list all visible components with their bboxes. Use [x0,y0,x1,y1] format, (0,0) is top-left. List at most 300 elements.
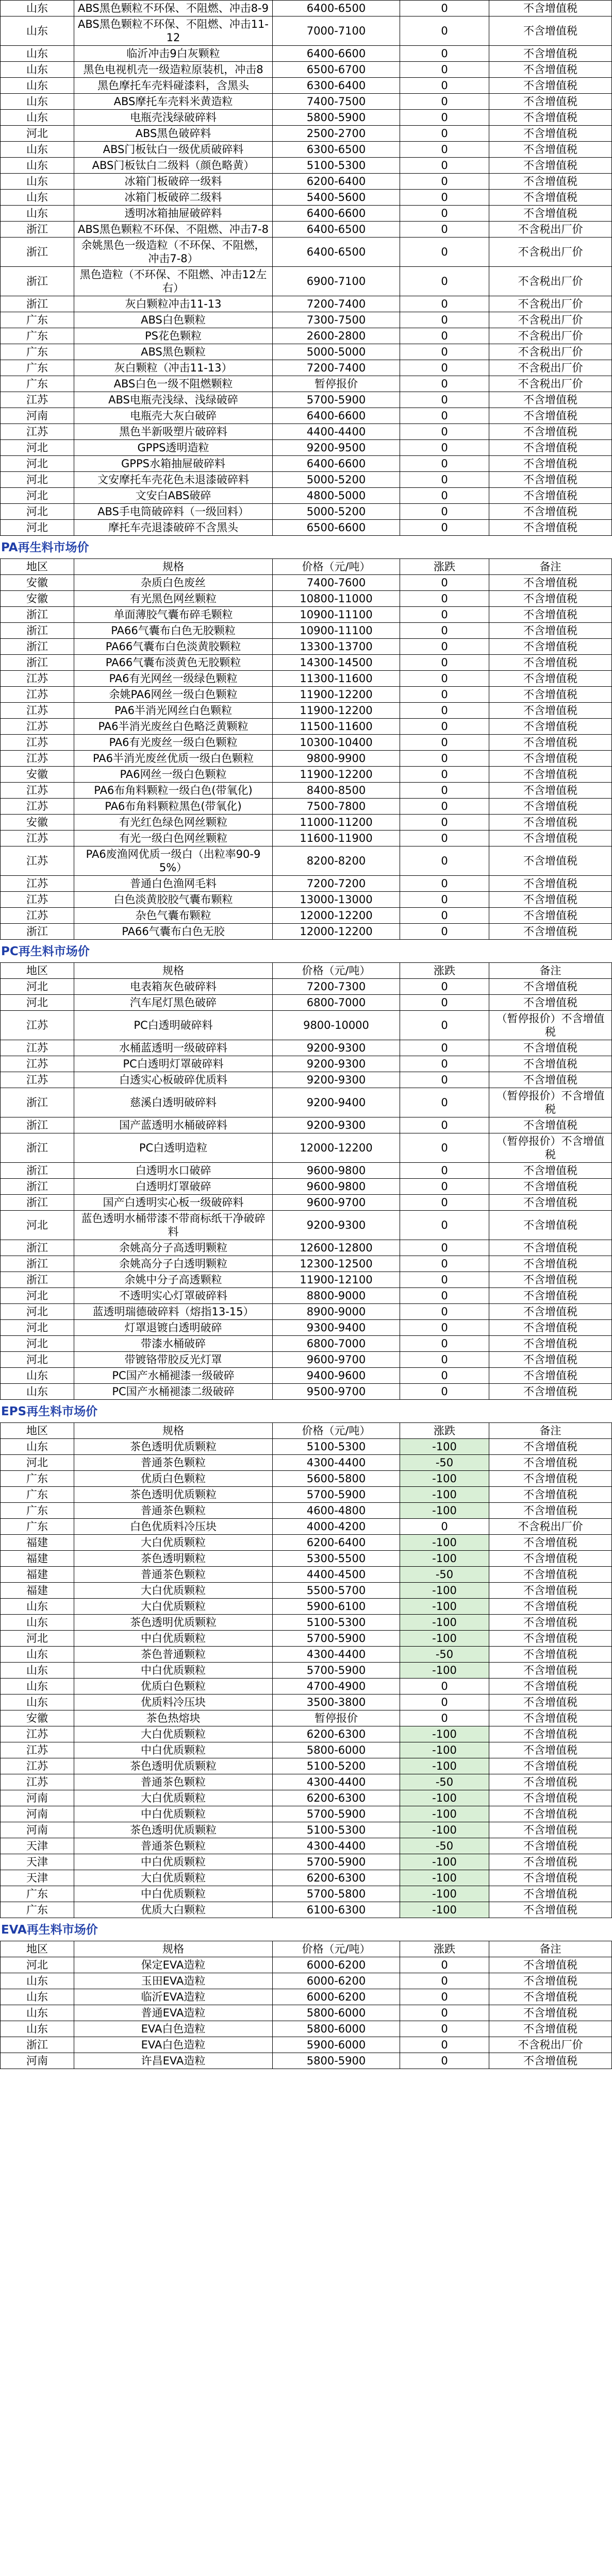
cell-region: 山东 [1,190,74,206]
cell-note: 不含增值税 [489,456,612,472]
cell-price: 9200-9300 [273,1056,400,1072]
cell-spec: 水桶蓝透明一级破碎料 [74,1040,273,1056]
cell-note: 不含增值税 [489,1535,612,1551]
cell-price: 7300-7500 [273,312,400,328]
cell-region: 河北 [1,995,74,1011]
table-row [1,1056,612,1072]
cell-note: 不含增值税 [489,1822,612,1838]
cell-change: 0 [400,456,489,472]
table-row [1,312,612,328]
cell-note: 不含增值税 [489,1694,612,1710]
table-row [1,206,612,222]
cell-note: 不含增值税 [489,174,612,190]
cell-region: 山东 [1,94,74,110]
cell-spec: 摩托车壳退漆破碎不含黑头 [74,520,273,536]
cell-price: 6400-6600 [273,408,400,424]
table-row [1,1726,612,1742]
cell-change: -100 [400,1439,489,1455]
cell-spec: PA66气囊布淡黄色无胶颗粒 [74,655,273,671]
cell-change: 0 [400,488,489,504]
table-row [1,1352,612,1368]
cell-region: 河北 [1,1336,74,1352]
cell-region: 广东 [1,328,74,344]
section-title: PA再生料市场价 [1,541,89,554]
cell-region: 浙江 [1,623,74,639]
cell-price: 5600-5800 [273,1471,400,1487]
cell-price: 7200-7400 [273,296,400,312]
cell-note: 不含税出厂价 [489,312,612,328]
cell-price: 9800-10000 [273,1011,400,1040]
cell-region: 浙江 [1,1179,74,1195]
cell-change: 0 [400,687,489,703]
cell-spec: 白色优质料冷压块 [74,1519,273,1535]
cell-note: 不含增值税 [489,206,612,222]
cell-price: 11900-12200 [273,703,400,719]
cell-spec: 普通EVA造粒 [74,2005,273,2021]
cell-price: 12000-12200 [273,908,400,924]
table-row [1,876,612,892]
cell-change: 0 [400,1211,489,1240]
cell-change: 0 [400,1320,489,1336]
cell-price: 暂停报价 [273,1710,400,1726]
cell-spec: 透明冰箱抽屉破碎料 [74,206,273,222]
cell-note: 不含增值税 [489,504,612,520]
cell-spec: 文安白ABS破碎 [74,488,273,504]
cell-spec: ABS黑色颗粒不环保、不阻燃、冲击7-8 [74,222,273,238]
cell-note: 不含增值税 [489,1973,612,1989]
cell-region: 江苏 [1,1758,74,1774]
cell-region: 江苏 [1,703,74,719]
cell-price: 7000-7100 [273,16,400,46]
cell-note: 不含增值税 [489,472,612,488]
cell-change: 0 [400,1288,489,1304]
table-row [1,158,612,174]
cell-note: 不含增值税 [489,623,612,639]
header-price: 价格（元/吨） [273,1423,400,1439]
cell-price: 5000-5200 [273,504,400,520]
cell-price: 4300-4400 [273,1774,400,1790]
cell-spec: 国产蓝透明水桶破碎料 [74,1117,273,1133]
cell-region: 江苏 [1,671,74,687]
table-row [1,408,612,424]
cell-price: 10300-10400 [273,735,400,751]
cell-region: 天津 [1,1854,74,1870]
cell-price: 7400-7600 [273,575,400,591]
cell-region: 山东 [1,110,74,126]
cell-note: 不含税出厂价 [489,328,612,344]
cell-price: 5100-5200 [273,1758,400,1774]
table-row [1,1902,612,1918]
cell-region: 河北 [1,1352,74,1368]
cell-change: 0 [400,472,489,488]
cell-change: 0 [400,1179,489,1195]
cell-region: 山东 [1,2005,74,2021]
cell-region: 广东 [1,1902,74,1918]
cell-note: 不含增值税 [489,2053,612,2069]
table-row [1,1439,612,1455]
section-title: EPS再生料市场价 [1,1405,98,1418]
cell-change: 0 [400,267,489,296]
cell-price: 5900-6000 [273,2037,400,2053]
cell-spec: 汽车尾灯黑色破碎 [74,995,273,1011]
cell-spec: 文安摩托车壳花色未退漆破碎料 [74,472,273,488]
cell-note: 不含增值税 [489,1288,612,1304]
cell-region: 河北 [1,456,74,472]
cell-spec: 茶色普通颗粒 [74,1647,273,1663]
cell-note: 不含增值税 [489,1240,612,1256]
cell-spec: PC国产水桶褪漆二级破碎 [74,1384,273,1400]
cell-region: 江苏 [1,1056,74,1072]
cell-region: 山东 [1,158,74,174]
header-change: 涨跌 [400,1423,489,1439]
cell-change: 0 [400,1679,489,1694]
cell-change: -100 [400,1663,489,1679]
table-row [1,190,612,206]
cell-change: 0 [400,2053,489,2069]
cell-change: 0 [400,62,489,78]
cell-spec: 玉田EVA造粒 [74,1973,273,1989]
cell-spec: 杂质白色废丝 [74,575,273,591]
cell-note: 不含增值税 [489,392,612,408]
cell-note: 不含增值税 [489,78,612,94]
section-1 [0,536,578,940]
cell-note: 不含增值税 [489,2021,612,2037]
header-price: 价格（元/吨） [273,1941,400,1957]
cell-spec: 杂色气囊布颗粒 [74,908,273,924]
cell-price: 5800-6000 [273,2005,400,2021]
cell-spec: 优质料冷压块 [74,1694,273,1710]
cell-region: 江苏 [1,846,74,876]
cell-price: 2600-2800 [273,328,400,344]
cell-spec: 余姚黑色一级造粒（不环保、不阻燃，冲击7-8） [74,238,273,267]
cell-spec: ABS门板钛白一级优质破碎料 [74,142,273,158]
section-0 [0,0,583,536]
cell-change: 0 [400,504,489,520]
table-row [1,1368,612,1384]
table-row [1,831,612,846]
cell-change: 0 [400,1056,489,1072]
cell-change: 0 [400,1710,489,1726]
cell-change: 0 [400,876,489,892]
cell-note: 不含增值税 [489,908,612,924]
cell-change: 0 [400,190,489,206]
table-row [1,472,612,488]
table-row [1,1758,612,1774]
cell-price: 4400-4500 [273,1567,400,1583]
cell-region: 河北 [1,979,74,995]
cell-price: 12600-12800 [273,1240,400,1256]
cell-change: 0 [400,1011,489,1040]
table-row [1,296,612,312]
cell-note: 不含增值税 [489,1272,612,1288]
cell-spec: 茶色透明颗粒 [74,1551,273,1567]
cell-price: 11900-12200 [273,767,400,783]
cell-spec: 茶色透明优质颗粒 [74,1439,273,1455]
cell-price: 5700-5900 [273,1487,400,1503]
cell-spec: 黑色摩托车壳料碰漆料，含黑头 [74,78,273,94]
cell-price: 12000-12200 [273,1133,400,1163]
cell-price: 6300-6500 [273,142,400,158]
cell-spec: 茶色热熔块 [74,1710,273,1726]
cell-note: 不含增值税 [489,1455,612,1471]
cell-price: 5800-5900 [273,110,400,126]
cell-spec: 灰白颗粒（冲击11-13） [74,360,273,376]
table-row [1,639,612,655]
cell-spec: 临沂冲击9白灰颗粒 [74,46,273,62]
cell-region: 浙江 [1,1117,74,1133]
cell-spec: PA6半消光网丝白色颗粒 [74,703,273,719]
cell-change: 0 [400,924,489,940]
cell-region: 广东 [1,344,74,360]
cell-region: 山东 [1,174,74,190]
cell-note: 不含增值税 [489,1072,612,1088]
header-price: 价格（元/吨） [273,963,400,979]
cell-change: 0 [400,719,489,735]
cell-price: 6200-6400 [273,174,400,190]
cell-price: 5300-5500 [273,1551,400,1567]
cell-region: 河南 [1,1806,74,1822]
table-row [1,735,612,751]
cell-region: 江苏 [1,392,74,408]
cell-note: 不含增值税 [489,671,612,687]
cell-price: 8800-9000 [273,1288,400,1304]
cell-change: 0 [400,158,489,174]
cell-price: 9600-9800 [273,1163,400,1179]
cell-region: 山东 [1,1647,74,1663]
cell-price: 7500-7800 [273,799,400,815]
cell-price: 9200-9400 [273,1088,400,1117]
cell-spec: 中白优质颗粒 [74,1886,273,1902]
cell-change: 0 [400,46,489,62]
table-row [1,1304,612,1320]
cell-price: 11600-11900 [273,831,400,846]
cell-note: 不含增值税 [489,190,612,206]
cell-change: 0 [400,142,489,158]
cell-change: 0 [400,908,489,924]
cell-change: -100 [400,1551,489,1567]
cell-change: 0 [400,767,489,783]
cell-note: 不含税出厂价 [489,376,612,392]
header-note: 备注 [489,1941,612,1957]
cell-price: 6400-6500 [273,1,400,16]
cell-note: 不含税出厂价 [489,2037,612,2053]
cell-region: 河北 [1,1304,74,1320]
cell-region: 河南 [1,1790,74,1806]
cell-region: 天津 [1,1870,74,1886]
cell-price: 11300-11600 [273,671,400,687]
cell-note: 不含增值税 [489,575,612,591]
cell-spec: PC白透明造粒 [74,1133,273,1163]
table-row [1,1957,612,1973]
cell-spec: EVA白色造粒 [74,2037,273,2053]
cell-price: 6200-6300 [273,1790,400,1806]
cell-change: -100 [400,1503,489,1519]
cell-change: 0 [400,1117,489,1133]
cell-note: 不含增值税 [489,1256,612,1272]
cell-change: 0 [400,520,489,536]
cell-region: 江苏 [1,1742,74,1758]
cell-change: 0 [400,1240,489,1256]
cell-spec: ABS电瓶壳浅绿、浅绿破碎 [74,392,273,408]
cell-spec: PA6有光网丝一级绿色颗粒 [74,671,273,687]
cell-note: 不含税出厂价 [489,238,612,267]
table-header-row [1,963,612,979]
cell-price: 6200-6400 [273,1535,400,1551]
table-row [1,799,612,815]
cell-region: 河北 [1,1631,74,1647]
cell-price: 6400-6500 [273,222,400,238]
cell-spec: 优质白色颗粒 [74,1471,273,1487]
table-row [1,1710,612,1726]
cell-change: -50 [400,1455,489,1471]
cell-region: 河北 [1,488,74,504]
table-row [1,1822,612,1838]
cell-price: 6400-6600 [273,46,400,62]
cell-region: 福建 [1,1583,74,1599]
cell-change: 0 [400,591,489,607]
cell-note: 不含增值税 [489,1663,612,1679]
cell-price: 5700-5900 [273,1806,400,1822]
cell-price: 9400-9600 [273,1368,400,1384]
cell-spec: PA66气囊布白色淡黄胶颗粒 [74,639,273,655]
cell-note: 不含增值税 [489,1647,612,1663]
cell-note: 不含增值税 [489,1179,612,1195]
cell-region: 山东 [1,1973,74,1989]
cell-note: 不含增值税 [489,1368,612,1384]
cell-note: 不含增值税 [489,1854,612,1870]
cell-spec: PA6半消光废丝白色略泛黄颗粒 [74,719,273,735]
cell-change: 0 [400,174,489,190]
cell-price: 11500-11600 [273,719,400,735]
cell-price: 5700-5800 [273,1886,400,1902]
table-row [1,892,612,908]
table-row [1,1790,612,1806]
cell-note: 不含增值税 [489,892,612,908]
cell-change: -100 [400,1902,489,1918]
cell-note: 不含增值税 [489,520,612,536]
table-row [1,924,612,940]
cell-region: 河北 [1,1320,74,1336]
cell-change: 0 [400,238,489,267]
cell-region: 江苏 [1,1011,74,1040]
cell-note: 不含增值税 [489,62,612,78]
cell-change: 0 [400,815,489,831]
cell-region: 广东 [1,1519,74,1535]
cell-change: 0 [400,408,489,424]
header-region: 地区 [1,559,74,575]
cell-price: 6000-6200 [273,1989,400,2005]
cell-note: 不含增值税 [489,1679,612,1694]
cell-spec: GPPS水箱抽屉破碎料 [74,456,273,472]
cell-region: 浙江 [1,607,74,623]
table-row [1,1256,612,1272]
cell-price: 4600-4800 [273,1503,400,1519]
cell-region: 山东 [1,206,74,222]
cell-change: 0 [400,440,489,456]
cell-price: 2500-2700 [273,126,400,142]
cell-region: 浙江 [1,1272,74,1288]
cell-region: 浙江 [1,2037,74,2053]
cell-price: 5900-6100 [273,1599,400,1615]
table-row [1,1679,612,1694]
cell-change: 0 [400,639,489,655]
cell-region: 福建 [1,1551,74,1567]
table-row [1,360,612,376]
table-row [1,1599,612,1615]
cell-change: 0 [400,831,489,846]
cell-region: 山东 [1,16,74,46]
cell-change: 0 [400,16,489,46]
cell-spec: 余姚PA6网丝一级白色颗粒 [74,687,273,703]
cell-note: 不含增值税 [489,1567,612,1583]
cell-change: 0 [400,206,489,222]
table-row [1,1774,612,1790]
cell-price: 5100-5300 [273,1822,400,1838]
cell-region: 江苏 [1,719,74,735]
cell-note: 不含增值税 [489,735,612,751]
cell-spec: 普通茶色颗粒 [74,1774,273,1790]
cell-note: 不含增值税 [489,1487,612,1503]
cell-region: 浙江 [1,1195,74,1211]
table-row [1,1288,612,1304]
table-row [1,2037,612,2053]
table-row [1,575,612,591]
table-row [1,815,612,831]
cell-note: 不含增值税 [489,815,612,831]
table-row [1,2021,612,2037]
cell-note: 不含增值税 [489,1774,612,1790]
cell-spec: 优质大白颗粒 [74,1902,273,1918]
table-row [1,1973,612,1989]
table-row [1,1211,612,1240]
table-row [1,1133,612,1163]
table-row [1,1117,612,1133]
cell-region: 安徽 [1,767,74,783]
cell-region: 浙江 [1,1256,74,1272]
cell-change: 0 [400,360,489,376]
table-row [1,1694,612,1710]
cell-price: 5700-5900 [273,1631,400,1647]
cell-note: 不含增值税 [489,1056,612,1072]
cell-note: （暂停报价）不含增值税 [489,1088,612,1117]
cell-price: 7400-7500 [273,94,400,110]
cell-spec: 中白优质颗粒 [74,1806,273,1822]
cell-region: 山东 [1,78,74,94]
cell-region: 山东 [1,142,74,158]
cell-change: 0 [400,1336,489,1352]
table-row [1,488,612,504]
cell-price: 4300-4400 [273,1647,400,1663]
cell-price: 5100-5300 [273,1439,400,1455]
cell-price: 6400-6600 [273,206,400,222]
cell-region: 广东 [1,360,74,376]
cell-price: 8400-8500 [273,783,400,799]
cell-spec: 蓝透明瑞德破碎料（熔指13-15） [74,1304,273,1320]
cell-note: 不含增值税 [489,1503,612,1519]
cell-region: 河南 [1,408,74,424]
cell-spec: 保定EVA造粒 [74,1957,273,1973]
cell-price: 暂停报价 [273,376,400,392]
cell-price: 4700-4900 [273,1679,400,1694]
table-row [1,392,612,408]
cell-region: 山东 [1,62,74,78]
cell-price: 10900-11100 [273,607,400,623]
cell-note: 不含增值税 [489,1902,612,1918]
cell-spec: 普通茶色颗粒 [74,1838,273,1854]
cell-change: 0 [400,1957,489,1973]
cell-price: 5800-5900 [273,2053,400,2069]
table-header-row [1,1941,612,1957]
